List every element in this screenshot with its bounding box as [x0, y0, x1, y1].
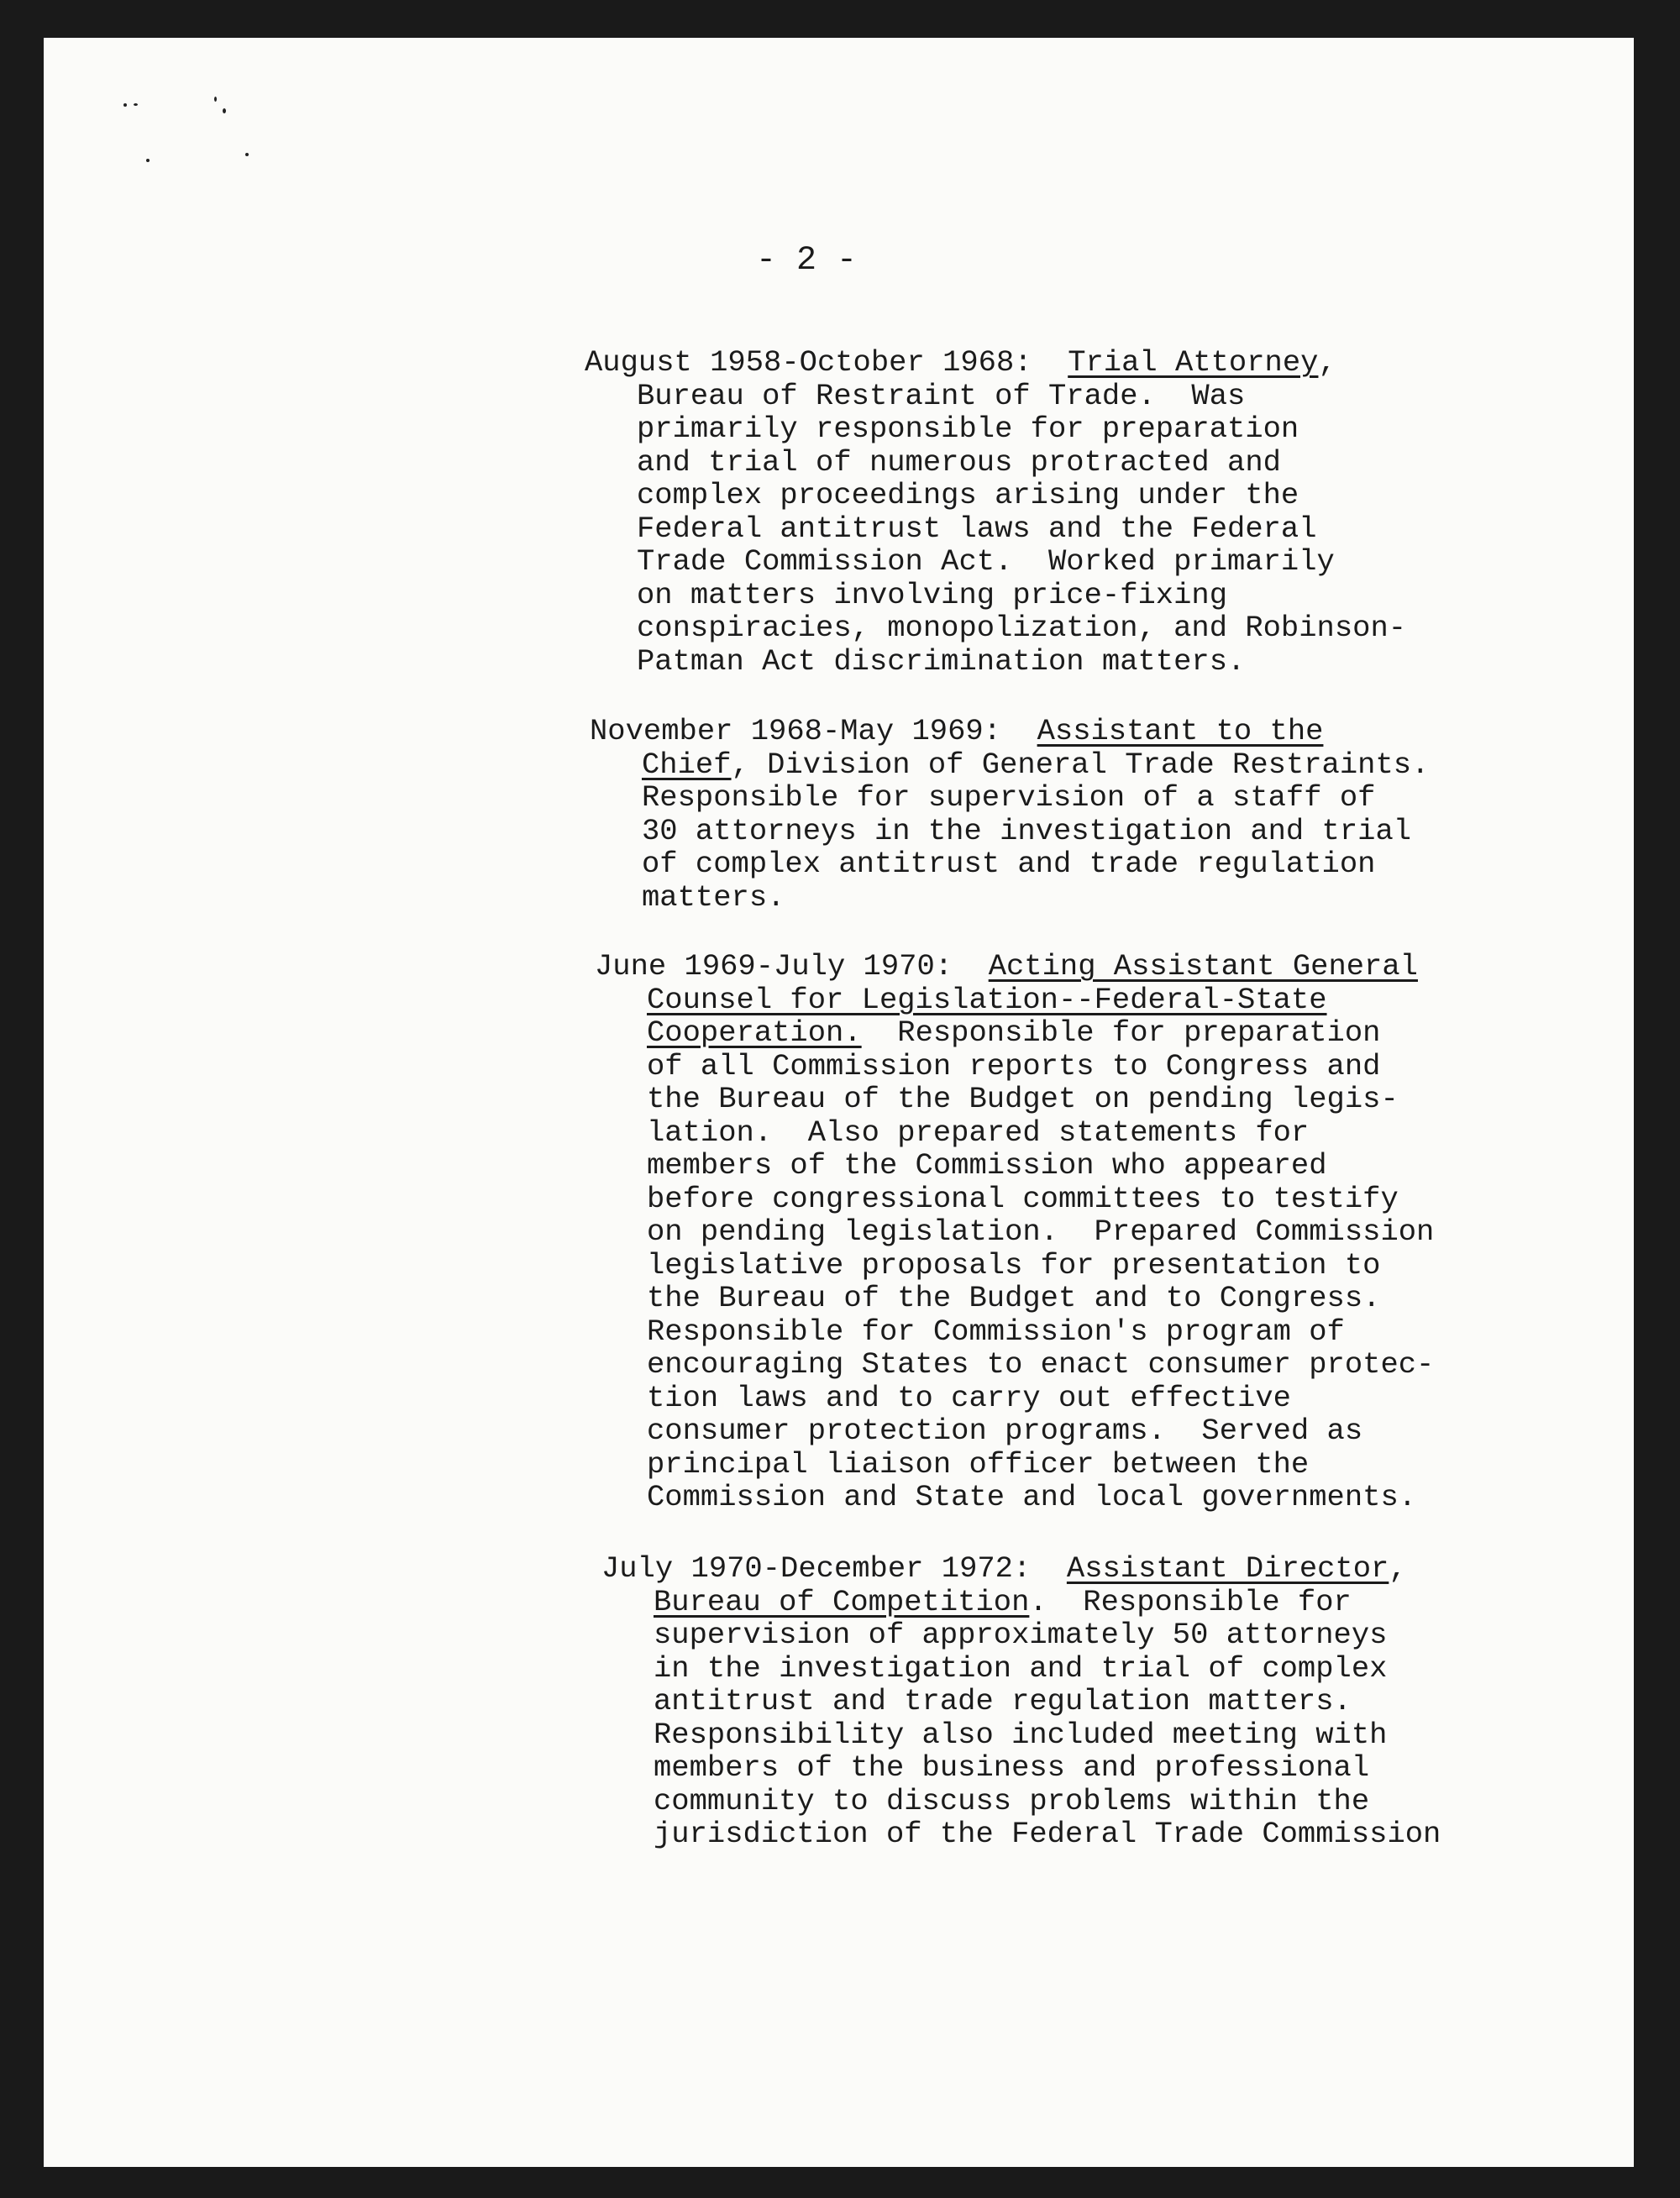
entry-text: on pending legislation. Prepared Commission: [647, 1214, 1435, 1249]
entry-text: antitrust and trade regulation matters.: [654, 1684, 1352, 1718]
entry-body-line: [595, 1249, 1434, 1283]
entry-text: Responsible for Commission's program of: [647, 1314, 1345, 1349]
entry-text: lation. Also prepared statements for: [647, 1115, 1310, 1150]
entry-text: in the investigation and trial of complex: [654, 1650, 1388, 1686]
entry-text: ,: [1389, 1551, 1407, 1586]
entry-body-line: [585, 412, 1406, 446]
entry-text: tion laws and to carry out effective: [647, 1380, 1291, 1415]
entry-body-line: [601, 1785, 1441, 1818]
position-title: Assistant to the: [1037, 714, 1324, 748]
position-title: Cooperation.: [647, 1015, 862, 1050]
entry-body-line: [595, 1315, 1434, 1349]
entry-text: primarily responsible for preparation: [637, 412, 1299, 446]
scan-speck: [134, 103, 138, 106]
entry-text: 30 attorneys in the investigation and trial: [642, 813, 1412, 848]
entry-body-line: [590, 748, 1429, 782]
entry-text: Responsible for preparation: [861, 1015, 1381, 1050]
entry-body-line: [585, 545, 1406, 579]
entry-body-line: [595, 1215, 1434, 1249]
entry-body-line: [585, 645, 1406, 679]
entry-text: , Division of General Trade Restraints.: [731, 747, 1430, 782]
scan-speck: [123, 103, 127, 107]
entry-text: community to discuss problems within the: [654, 1783, 1370, 1818]
entry-body-line: [595, 1083, 1434, 1116]
entry-body-line: [601, 1685, 1441, 1718]
entry-body-line: [585, 579, 1406, 612]
entry-text: before congressional committees to testify: [647, 1181, 1399, 1216]
entry-text: Responsibility also included meeting with: [654, 1717, 1388, 1752]
entry-text: Trade Commission Act. Worked primarily: [637, 544, 1335, 579]
entry-text: November 1968-May 1969:: [590, 714, 1037, 748]
entry-body-line: [585, 380, 1406, 413]
position-title: Trial Attorney: [1068, 345, 1319, 380]
entry-body-line: [595, 1016, 1434, 1050]
entry-body-line: [585, 512, 1406, 546]
scan-speck: [223, 108, 226, 113]
entry-heading-line: [601, 1552, 1441, 1586]
entry-text: supervision of approximately 50 attorneys: [654, 1618, 1388, 1652]
page-number: - 2 -: [756, 242, 858, 280]
entry-body-line: [590, 781, 1429, 815]
entry-text: and trial of numerous protracted and: [637, 444, 1281, 480]
entry-body-line: [595, 1382, 1434, 1415]
scan-speck: [146, 159, 150, 162]
entry-text: Commission and State and local governments.: [647, 1480, 1417, 1514]
entry-body-line: [585, 479, 1406, 512]
entry-text: consumer protection programs. Served as: [647, 1414, 1363, 1448]
entry-body-line: [590, 815, 1429, 848]
entry-body-line: [601, 1652, 1441, 1686]
entry-heading-line: [590, 715, 1429, 748]
entry-text: . Responsible for: [1029, 1584, 1352, 1619]
position-title: Bureau of Competition: [654, 1584, 1030, 1619]
entry-text: Responsible for supervision of a staff of: [642, 780, 1376, 815]
entry-body-line: [590, 847, 1429, 881]
entry-body-line: [595, 1116, 1434, 1150]
career-entry-1968: [590, 715, 1429, 914]
entry-text: encouraging States to enact consumer protec-: [647, 1347, 1435, 1382]
entry-text: the Bureau of the Budget on pending legis-: [647, 1082, 1399, 1116]
entry-body-line: [595, 1282, 1434, 1315]
entry-body-line: [590, 881, 1429, 915]
entry-text: members of the business and professional: [654, 1750, 1370, 1785]
entry-body-line: [585, 446, 1406, 480]
entry-text: legislative proposals for presentation to: [647, 1247, 1381, 1283]
entry-text: matters.: [642, 879, 785, 915]
position-title: Counsel for Legislation--Federal-State: [647, 982, 1327, 1017]
entry-text: conspiracies, monopolization, and Robinson-: [637, 611, 1407, 645]
entry-text: jurisdiction of the Federal Trade Commission: [654, 1817, 1441, 1851]
entry-body-line: [595, 1050, 1434, 1083]
entry-body-line: [595, 1448, 1434, 1482]
entry-body-line: [601, 1718, 1441, 1752]
entry-heading-line: [595, 950, 1434, 984]
position-title: Assistant Director: [1066, 1551, 1389, 1586]
entry-text: the Bureau of the Budget and to Congress.: [647, 1281, 1381, 1315]
scan-speck: [214, 97, 217, 102]
position-title: Acting Assistant General: [988, 949, 1418, 984]
entry-body-line: [595, 1481, 1434, 1514]
entry-text: Patman Act discrimination matters.: [637, 643, 1246, 679]
entry-body-line: [601, 1818, 1441, 1851]
entry-text: Federal antitrust laws and the Federal: [637, 511, 1317, 546]
scan-speck: [245, 153, 249, 156]
entry-text: principal liaison officer between the: [647, 1446, 1310, 1482]
entry-text: members of the Commission who appeared: [647, 1148, 1327, 1183]
career-entry-1970: [601, 1552, 1441, 1851]
entry-text: complex proceedings arising under the: [637, 478, 1299, 512]
entry-text: June 1969-July 1970:: [595, 949, 989, 984]
entry-text: of complex antitrust and trade regulation: [642, 847, 1376, 881]
entry-body-line: [601, 1751, 1441, 1785]
entry-body-line: [595, 984, 1434, 1017]
entry-body-line: [585, 611, 1406, 645]
entry-text: August 1958-October 1968:: [585, 345, 1068, 380]
entry-heading-line: [585, 346, 1406, 380]
entry-body-line: [595, 1348, 1434, 1382]
position-title: Chief: [642, 747, 732, 782]
entry-body-line: [595, 1149, 1434, 1183]
entry-text: ,: [1318, 345, 1336, 380]
career-entry-1958: [585, 346, 1406, 678]
entry-body-line: [595, 1414, 1434, 1448]
entry-body-line: [595, 1183, 1434, 1216]
entry-body-line: [601, 1618, 1441, 1652]
career-entry-1969: [595, 950, 1434, 1514]
entry-text: on matters involving price-fixing: [637, 577, 1228, 612]
entry-text: of all Commission reports to Congress and: [647, 1048, 1381, 1083]
entry-text: Bureau of Restraint of Trade. Was: [637, 378, 1246, 413]
entry-text: July 1970-December 1972:: [601, 1551, 1067, 1586]
entry-body-line: [601, 1586, 1441, 1619]
